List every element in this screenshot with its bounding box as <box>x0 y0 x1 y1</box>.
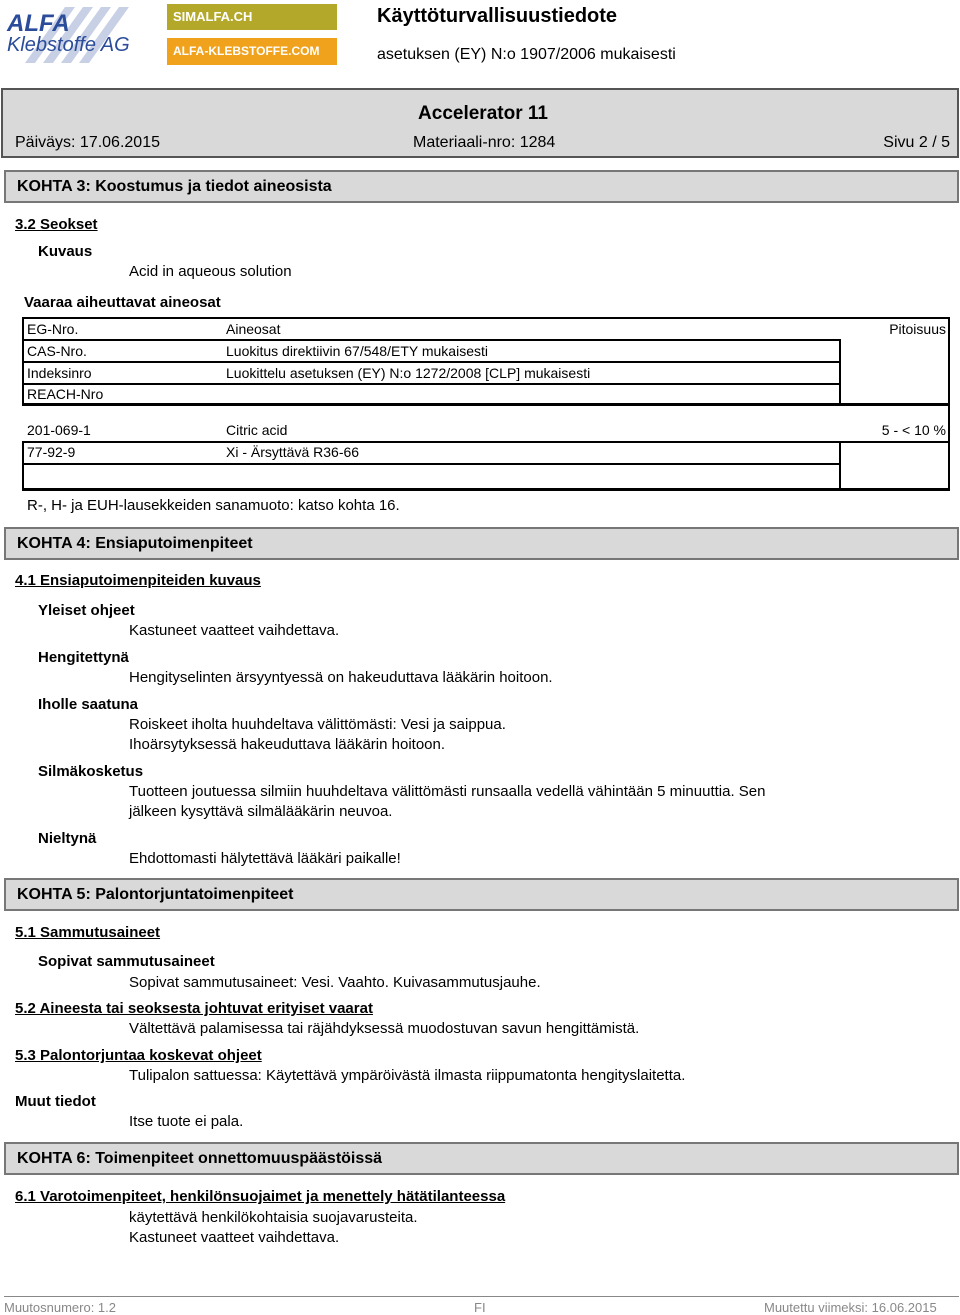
section3-2-heading: 3.2 Seokset <box>15 216 98 233</box>
table-header-index: Indeksinro <box>27 365 92 381</box>
section3-heading: KOHTA 3: Koostumus ja tiedot aineosista <box>4 170 959 203</box>
general-advice-label: Yleiset ohjeet <box>38 602 135 619</box>
table-header-cas: CAS-Nro. <box>27 343 87 359</box>
inhalation-label: Hengitettynä <box>38 649 129 666</box>
table-header-eg: EG-Nro. <box>27 321 79 337</box>
other-info-text: Itse tuote ei pala. <box>129 1113 244 1130</box>
brand-url-alfa-klebstoffe: ALFA-KLEBSTOFFE.COM <box>167 38 337 65</box>
table-header-border <box>22 403 950 406</box>
table-rule <box>22 441 950 443</box>
section6-1-text-2: Kastuneet vaatteet vaihdettava. <box>129 1229 340 1246</box>
section4-heading: KOHTA 4: Ensiaputoimenpiteet <box>4 527 959 560</box>
product-name: Accelerator 11 <box>418 103 548 124</box>
material-number: Materiaali-nro: 1284 <box>413 134 556 151</box>
eye-contact-text-2: jälkeen kysyttävä silmälääkärin neuvoa. <box>129 803 393 820</box>
suitable-media-label: Sopivat sammutusaineet <box>38 953 215 970</box>
hazardous-components-label: Vaaraa aiheuttavat aineosat <box>24 294 221 311</box>
table-header-classification-clp: Luokittelu asetuksen (EY) N:o 1272/2008 [CLP] mukaisesti <box>226 365 591 381</box>
skin-contact-label: Iholle saatuna <box>38 696 139 713</box>
section6-1-text-1: käytettävä henkilökohtaisia suojavarusteita. <box>129 1209 418 1226</box>
phrases-note: R-, H- ja EUH-lausekkeiden sanamuoto: katso kohta 16. <box>27 497 400 514</box>
section6-1-heading: 6.1 Varotoimenpiteet, henkilönsuojaimet ja menettely hätätilanteessa <box>15 1188 506 1205</box>
table-cell-concentration: 5 - < 10 % <box>881 422 946 438</box>
eye-contact-label: Silmäkosketus <box>38 763 144 780</box>
section4-1-heading: 4.1 Ensiaputoimenpiteiden kuvaus <box>15 572 261 589</box>
logo-line2: Klebstoffe AG <box>7 34 130 56</box>
table-border-top <box>22 317 950 319</box>
section5-1-heading: 5.1 Sammutusaineet <box>15 924 161 941</box>
footer-divider <box>4 1296 959 1297</box>
revision-number: Muutosnumero: 1.2 <box>4 1300 117 1315</box>
description-text: Acid in aqueous solution <box>129 263 292 280</box>
table-header-concentration: Pitoisuus <box>889 321 946 337</box>
section5-3-heading: 5.3 Palontorjuntaa koskevat ohjeet <box>15 1047 262 1064</box>
document-title: Käyttöturvallisuustiedote <box>377 5 618 27</box>
skin-contact-text-1: Roiskeet iholta huuhdeltava välittömästi: Vesi ja saippua. <box>129 716 506 733</box>
table-col-divider <box>839 339 841 405</box>
table-cell-eg-number: 201-069-1 <box>27 422 91 438</box>
other-info-label: Muut tiedot <box>15 1093 96 1110</box>
logo-line1: ALFA <box>7 10 70 37</box>
language-code: FI <box>474 1300 486 1315</box>
table-rule <box>22 383 840 385</box>
last-modified: Muutettu viimeksi: 16.06.2015 <box>764 1300 937 1315</box>
general-advice-text: Kastuneet vaatteet vaihdettava. <box>129 622 340 639</box>
company-logo <box>5 3 145 67</box>
description-label: Kuvaus <box>38 243 93 260</box>
document-date: Päiväys: 17.06.2015 <box>15 134 160 151</box>
table-cell-cas-number: 77-92-9 <box>27 444 76 460</box>
suitable-media-text: Sopivat sammutusaineet: Vesi. Vaahto. Kuivasammutusjauhe. <box>129 974 541 991</box>
table-border-bottom <box>22 488 950 491</box>
table-header-reach: REACH-Nro <box>27 386 104 402</box>
document-subtitle: asetuksen (EY) N:o 1907/2006 mukaisesti <box>377 46 676 63</box>
table-rule <box>22 463 840 465</box>
section5-2-heading: 5.2 Aineesta tai seoksesta johtuvat erityiset vaarat <box>15 1000 373 1017</box>
table-cell-classification: Xi - Ärsyttävä R36-66 <box>226 444 360 460</box>
table-border-right <box>948 317 950 491</box>
table-header-classification-dsd: Luokitus direktiivin 67/548/ETY mukaisesti <box>226 343 488 359</box>
table-border-left <box>22 441 24 491</box>
table-header-components: Aineosat <box>226 321 281 337</box>
ingestion-label: Nieltynä <box>38 830 97 847</box>
section5-heading: KOHTA 5: Palontorjuntatoimenpiteet <box>4 878 959 911</box>
skin-contact-text-2: Ihoärsytyksessä hakeuduttava lääkärin hoitoon. <box>129 736 446 753</box>
inhalation-text: Hengityselinten ärsyyntyessä on hakeuduttava lääkärin hoitoon. <box>129 669 553 686</box>
table-cell-component-name: Citric acid <box>226 422 288 438</box>
table-col-divider <box>839 441 841 491</box>
table-rule <box>22 339 840 341</box>
section5-3-text: Tulipalon sattuessa: Käytettävä ympäröivästä ilmasta riippumatonta hengityslaitetta. <box>129 1067 686 1084</box>
section5-2-text: Vältettävä palamisessa tai räjähdyksessä muodostuvan savun hengittämistä. <box>129 1020 640 1037</box>
brand-url-simalfa: SIMALFA.CH <box>167 4 337 30</box>
ingestion-text: Ehdottomasti hälytettävä lääkäri paikalle! <box>129 850 401 867</box>
table-rule <box>22 361 840 363</box>
page-number: Sivu 2 / 5 <box>883 134 950 151</box>
table-border-left <box>22 317 24 405</box>
eye-contact-text-1: Tuotteen joutuessa silmiin huuhdeltava välittömästi runsaalla vedellä vähintään 5 minuuttia. Sen <box>129 783 766 800</box>
section6-heading: KOHTA 6: Toimenpiteet onnettomuuspäästöissä <box>4 1142 959 1175</box>
